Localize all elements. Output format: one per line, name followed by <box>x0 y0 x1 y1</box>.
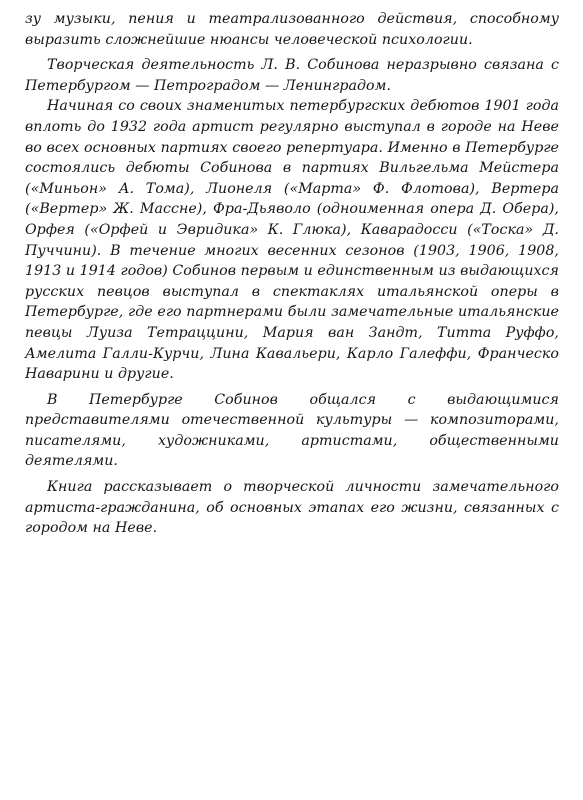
paragraph-1: Творческая деятельность Л. В. Собинова неразрывно связана с Петербургом — Петроградом — Ленинградом. <box>25 57 559 94</box>
paragraph-2: Начиная со своих знаменитых петербургских дебютов 1901 года вплоть до 1932 года артист регулярно выступал в городе на Неве во всех основных партиях своего репертуара. Именно в Петербурге состоялись дебюты Собинова в партиях Вильгельма Мейстера («Миньон» А. Тома), Лионеля («Марта» Ф. Флотова), Вертера («Вертер» Ж. Массне), Фра-Дьяволо (одноименная опера Д. Обера), Орфея («Орфей и Эвридика» К. Глюка), Каварадосси («Тоска» Д. Пуччини). В течение многих весенних сезонов (1903, 1906, 1908, 1913 и 1914 годов) Собинов первым и единственным из выдающихся русских певцов выступал в спектаклях итальянской оперы в Петербурге, где его партнерами были замечательные итальянские певцы Луиза Тетраццини, Мария ван Зандт, Титта Руффо, Амелита Галли-Курчи, Лина Кавальери, Карло Галеффи, Франческо Наварини и другие. <box>25 98 559 383</box>
paragraph-continuation: зу музыки, пения и театрализованного действия, способному выразить сложнейшие нюансы человеческой психологии. <box>25 11 559 48</box>
paragraph-4: Книга рассказывает о творческой личности замечательного артиста-гражданина, об основных этапах его жизни, связанных с городом на Неве. <box>25 479 559 537</box>
paragraph-3: В Петербурге Собинов общался с выдающимися представителями отечественной культуры — композиторами, писателями, художниками, артистами, общественными деятелями. <box>25 391 559 470</box>
text-page <box>25 9 559 539</box>
